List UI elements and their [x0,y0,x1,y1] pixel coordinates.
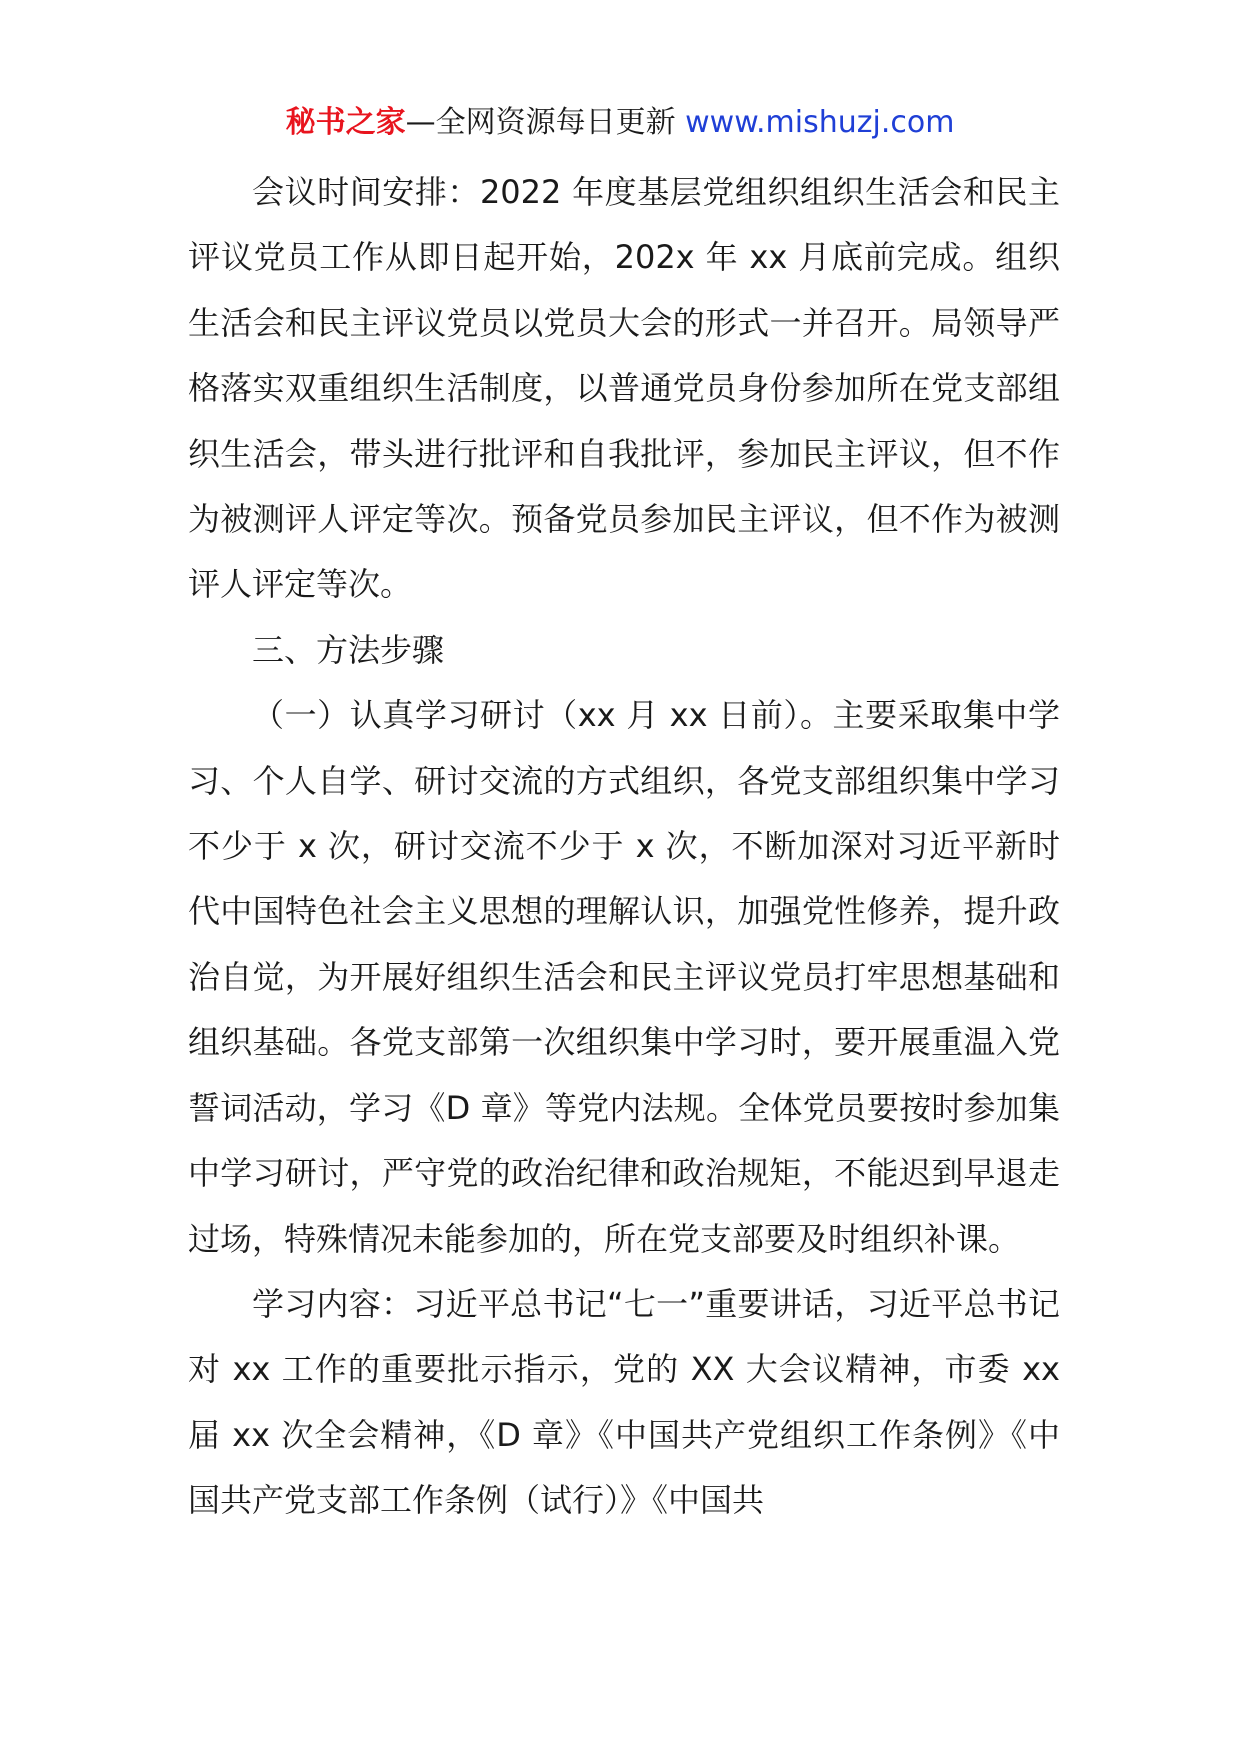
site-watermark-header [0,100,1240,146]
paragraph-meeting-schedule: 会议时间安排：2022 年度基层党组织组织生活会和民主评议党员工作从即日起开始，202x 年 xx 月底前完成。组织生活会和民主评议党员以党员大会的形式一并召开。局领导严格落实双重组织生活制度，以普通党员身份参加所在党支部组织生活会，带头进行批评和自我批评，参加民主评议，但不作为被测评人评定等次。预备党员参加民主评议，但不作为被测评人评定等次。 [188,173,1060,604]
site-slogan: —全网资源每日更新 [405,105,686,140]
paragraph-study-discussion: （一）认真学习研讨（xx 月 xx 日前）。主要采取集中学习、个人自学、研讨交流的方式组织，各党支部组织集中学习不少于 x 次，研讨交流不少于 x 次，不断加深对习近平新时代中国特色社会主义思想的理解认识，加强党性修养，提升政治自觉，为开展好组织生活会和民主评议党员打牢思想基础和组织基础。各党支部第一次组织集中学习时，要开展重温入党誓词活动，学习《D 章》等党内法规。全体党员要按时参加集中学习研讨，严守党的政治纪律和政治规矩，不能迟到早退走过场，特殊情况未能参加的，所在党支部要及时组织补课。 [188,696,1060,1258]
paragraph-study-content: 学习内容：习近平总书记“七一”重要讲话，习近平总书记对 xx 工作的重要批示指示，党的 XX 大会议精神，市委 xx 届 xx 次全会精神，《D 章》《中国共产党组织工作条例》《中国共产党支部工作条例（试行）》《中国共 [188,1284,1060,1520]
brand-name: 秘书之家 [285,105,406,140]
document-body [188,160,1060,1534]
section-heading-methods: 三、方法步骤 [252,630,445,669]
site-url: www.mishuzj.com [685,105,955,140]
